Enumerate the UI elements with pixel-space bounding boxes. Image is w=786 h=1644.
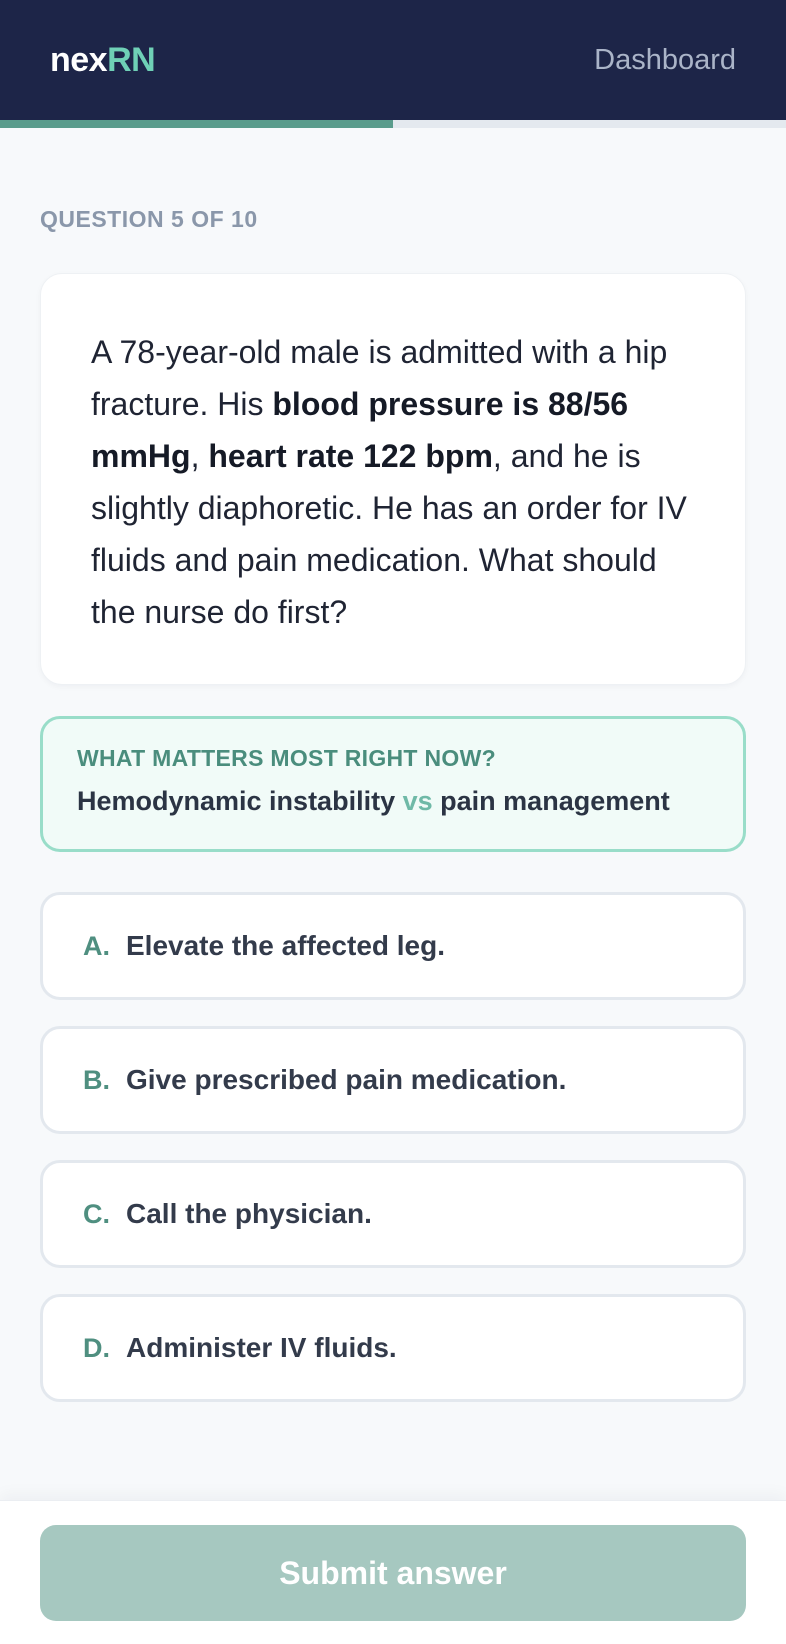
footer-bar bbox=[0, 1500, 786, 1644]
hint-body bbox=[77, 786, 709, 817]
hint-vs: vs bbox=[402, 786, 433, 816]
hint-part-2: pain management bbox=[440, 786, 670, 816]
question-text-part-2: , bbox=[190, 438, 209, 474]
question-bold-vitals-hr: heart rate 122 bpm bbox=[208, 438, 493, 474]
progress-bar bbox=[0, 120, 786, 128]
option-text: Give prescribed pain medication. bbox=[126, 1064, 567, 1095]
option-text: Elevate the affected leg. bbox=[126, 930, 446, 961]
option-letter: D. bbox=[83, 1332, 110, 1363]
progress-fill bbox=[0, 120, 393, 128]
question-bold-vitals-bp: blood pressure is 88/56 mmHg bbox=[91, 386, 629, 474]
option-letter: A. bbox=[83, 930, 110, 961]
option-letter: B. bbox=[83, 1064, 110, 1095]
logo[interactable] bbox=[50, 41, 155, 80]
option-b[interactable] bbox=[40, 1026, 746, 1134]
logo-text-nex: nex bbox=[50, 40, 108, 79]
option-c[interactable] bbox=[40, 1160, 746, 1268]
dashboard-link[interactable]: Dashboard bbox=[594, 43, 736, 76]
option-letter: C. bbox=[83, 1198, 110, 1229]
submit-answer-button[interactable]: Submit answer bbox=[40, 1525, 746, 1621]
question-text-part-3: , and he is slightly diaphoretic. He has an order for IV fluids and pain medication. What should the nurse do first? bbox=[91, 438, 687, 630]
hint-part-1: Hemodynamic instability bbox=[77, 786, 396, 816]
question-text-part-1: A 78-year-old male is admitted with a hip fracture. His bbox=[91, 334, 668, 422]
hint-box bbox=[40, 716, 746, 852]
question-card bbox=[40, 273, 746, 685]
option-a[interactable] bbox=[40, 892, 746, 1000]
hint-title: WHAT MATTERS MOST RIGHT NOW? bbox=[77, 745, 496, 771]
question-counter: QUESTION 5 OF 10 bbox=[40, 206, 258, 232]
app-header bbox=[0, 0, 786, 120]
logo-text-rn: RN bbox=[107, 40, 156, 79]
option-d[interactable] bbox=[40, 1294, 746, 1402]
option-text: Administer IV fluids. bbox=[126, 1332, 397, 1363]
option-text: Call the physician. bbox=[126, 1198, 372, 1229]
question-text bbox=[91, 326, 695, 638]
